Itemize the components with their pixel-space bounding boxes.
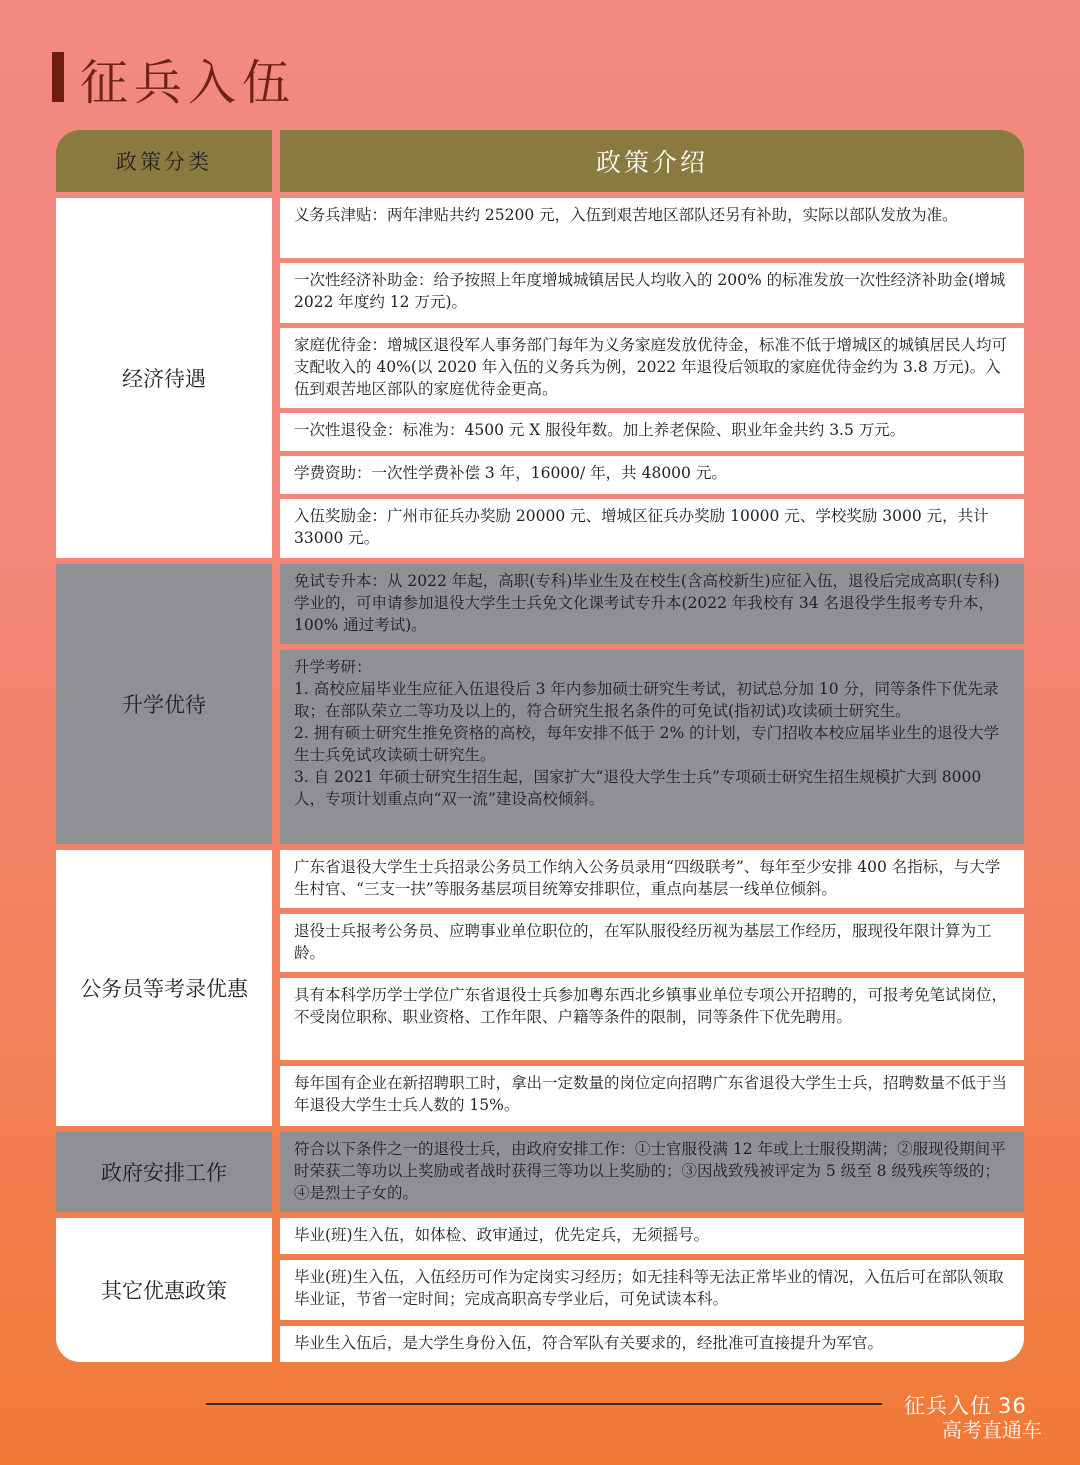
policy-item: 免试专升本：从 2022 年起，高职(专科)毕业生及在校生(含高校新生)应征入伍，退役后完成高职(专科)学业的，可申请参加退役大学生士兵免文化课考试专升本(2022 年我校有 34 名退役学生报考专升本，100% 通过考试)。 (280, 564, 1024, 644)
policy-item: 升学考研： 1. 高校应届毕业生应征入伍退役后 3 年内参加硕士研究生考试，初试总分加 10 分，同等条件下优先录取；在部队荣立二等功及以上的，符合研究生报名条件的可免试(指初试)攻读硕士研究生。 2. 拥有硕士研究生推免资格的高校，每年安排不低于 2% 的计划，专门招收本校应届毕业生的退役大学生士兵免试攻读硕士研究生。 3. 自 2021 年硕士研究生招生起，国家扩大“退役大学生士兵”专项硕士研究生招生规模扩大到 8000 人，专项计划重点向“双一流”建设高校倾斜。 (280, 650, 1024, 844)
page-title: 征兵入伍 (80, 55, 297, 111)
header-category: 政策分类 (56, 130, 272, 192)
policy-item: 一次性经济补助金：给予按照上年度增城城镇居民人均收入的 200% 的标准发放一次性经济补助金(增城 2022 年度约 12 万元)。 (280, 263, 1024, 323)
policy-item: 每年国有企业在新招聘职工时，拿出一定数量的岗位定向招聘广东省退役大学生士兵，招聘数量不低于当年退役大学生士兵人数的 15%。 (280, 1066, 1024, 1126)
policy-item: 家庭优待金：增城区退役军人事务部门每年为义务家庭发放优待金，标准不低于增城区的城镇居民人均可支配收入的 40%(以 2020 年入伍的义务兵为例，2022 年退役后领取的家庭优待金约为 3.8 万元)。入伍到艰苦地区部队的家庭优待金更高。 (280, 328, 1024, 408)
footer-divider (206, 1403, 882, 1405)
policy-item: 符合以下条件之一的退役士兵，由政府安排工作：①士官服役满 12 年或上士服役期满；②服现役期间平时荣获二等功以上奖励或者战时获得三等功以上奖励的；③因战致残被评定为 5 级至 8 级残疾等级的；④是烈士子女的。 (280, 1132, 1024, 1212)
page-number: 36 (998, 1394, 1027, 1418)
title-accent-bar (52, 52, 64, 102)
category-civil-service: 公务员等考录优惠 (56, 850, 272, 1126)
policy-item: 入伍奖励金：广州市征兵办奖励 20000 元、增城区征兵办奖励 10000 元、学校奖励 3000 元，共计 33000 元。 (280, 499, 1024, 558)
policy-item: 广东省退役大学生士兵招录公务员工作纳入公务员录用“四级联考”、每年至少安排 400 名指标，与大学生村官、“三支一扶”等服务基层项目统筹安排职位，重点向基层一线单位倾斜。 (280, 850, 1024, 908)
policy-item: 毕业(班)生入伍，入伍经历可作为定岗实习经历；如无挂科等无法正常毕业的情况，入伍后可在部队领取毕业证，节省一定时间；完成高职高专学业后，可免试读本科。 (280, 1260, 1024, 1320)
policy-item: 学费资助：一次性学费补偿 3 年，16000/ 年，共 48000 元。 (280, 456, 1024, 494)
category-other: 其它优惠政策 (56, 1218, 272, 1362)
policy-table (56, 130, 1024, 1362)
category-government-job: 政府安排工作 (56, 1132, 272, 1212)
watermark-text: 高考直通车 (942, 1418, 1042, 1442)
policy-item: 义务兵津贴：两年津贴共约 25200 元，入伍到艰苦地区部队还另有补助，实际以部队发放为准。 (280, 198, 1024, 258)
footer-title: 征兵入伍 (904, 1394, 992, 1418)
policy-item: 具有本科学历学士学位广东省退役士兵参加粤东西北乡镇事业单位专项公开招聘的，可报考免笔试岗位，不受岗位职称、职业资格、工作年限、户籍等条件的限制，同等条件下优先聘用。 (280, 978, 1024, 1060)
policy-item: 一次性退役金：标准为：4500 元 X 服役年数。加上养老保险、职业年金共约 3.5 万元。 (280, 413, 1024, 451)
header-description: 政策介绍 (280, 130, 1024, 192)
category-education: 升学优待 (56, 564, 272, 844)
policy-item: 退役士兵报考公务员、应聘事业单位职位的，在军队服役经历视为基层工作经历，服现役年限计算为工龄。 (280, 914, 1024, 972)
policy-item: 毕业生入伍后，是大学生身份入伍，符合军队有关要求的，经批准可直接提升为军官。 (280, 1326, 1024, 1362)
category-economic: 经济待遇 (56, 198, 272, 558)
policy-item: 毕业(班)生入伍，如体检、政审通过，优先定兵，无须摇号。 (280, 1218, 1024, 1254)
